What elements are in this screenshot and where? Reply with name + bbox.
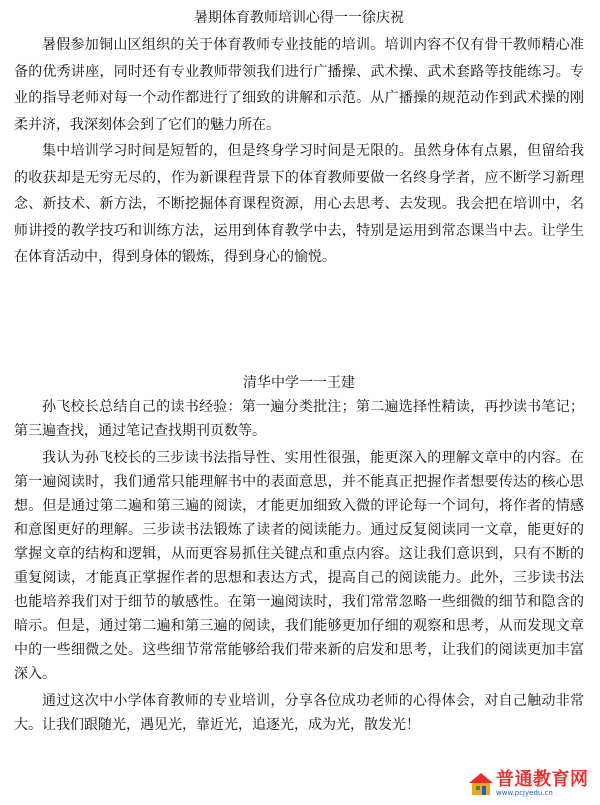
site-watermark-logo (468, 769, 596, 799)
section-title: 暑期体育教师培训心得一一徐庆祝 (194, 10, 404, 26)
watermark-brand: 普通教育网 (496, 769, 589, 790)
paragraph: 集中培训学习时间是短暂的，但是终身学习时间是无限的。虽然身体有点累，但留给我的收获却是无穷无尽的，作为新课程背景下的体育教师要做一名终身学者，应不断学习新理念、新技术、新方法，不断挖掘体育课程资源，用心去思考、去发现。我会把在培训中，名师讲授的教学技巧和训练方法，运用到体育教学中去，特别是运用到常态课当中去。让学生在体育活动中，得到身体的锻炼，得到身心的愉悦。 (14, 143, 584, 265)
section-title: 清华中学一一王建 (243, 374, 355, 391)
paragraph: 暑假参加铜山区组织的关于体育教师专业技能的培训。培训内容不仅有骨干教师精心准备的优秀讲座，同时还有专业教师带领我们进行广播操、武术操、武术套路等技能练习。专业的指导老师对每一个动作都进行了细致的讲解和示范。从广播操的规范动作到武术操的刚柔并济，我深刻体会到了它们的魅力所在。 (14, 37, 584, 133)
paragraph: 通过这次中小学体育教师的专业培训，分享各位成功老师的心得体会，对自己触动非常大。让我们跟随光，遇见光，靠近光，追逐光，成为光，散发光！ (14, 692, 584, 733)
paragraph: 我认为孙飞校长的三步读书法指导性、实用性很强，能更深入的理解文章中的内容。在第一遍阅读时，我们通常只能理解书中的表面意思，并不能真正把握作者想要传达的核心思想。但是通过第二遍和第三遍的阅读，才能更加细致入微的评论每一个词句，将作者的情感和意图更好的理解。三步读书法锻炼了读者的阅读能力。通过反复阅读同一文章，能更好的掌握文章的结构和逻辑，从而更容易抓住关键点和重点内容。这让我们意识到，只有不断的重复阅读，才能真正掌握作者的思想和表达方式，提高自己的阅读能力。此外，三步读书法也能培养我们对于细节的敏感性。在第一遍阅读时，我们常常忽略一些细微的细节和隐含的暗示。但是，通过第二遍和第三遍的阅读，我们能够更加仔细的观察和思考，从而发现文章中的一些细微之处。这些细节常常能够给我们带来新的启发和思考，让我们的阅读更加丰富深入。 (14, 449, 584, 682)
section-xu-qingzhu (14, 8, 584, 271)
watermark-url: www.pcjyedu.cn (496, 789, 553, 797)
house-icon (468, 771, 494, 797)
section-wang-jian (14, 373, 584, 737)
paragraph: 孙飞校长总结自己的读书经验：第一遍分类批注；第二遍选择性精读，再抄读书笔记；第三遍查找，通过笔记查找期刊页数等。 (14, 398, 584, 439)
